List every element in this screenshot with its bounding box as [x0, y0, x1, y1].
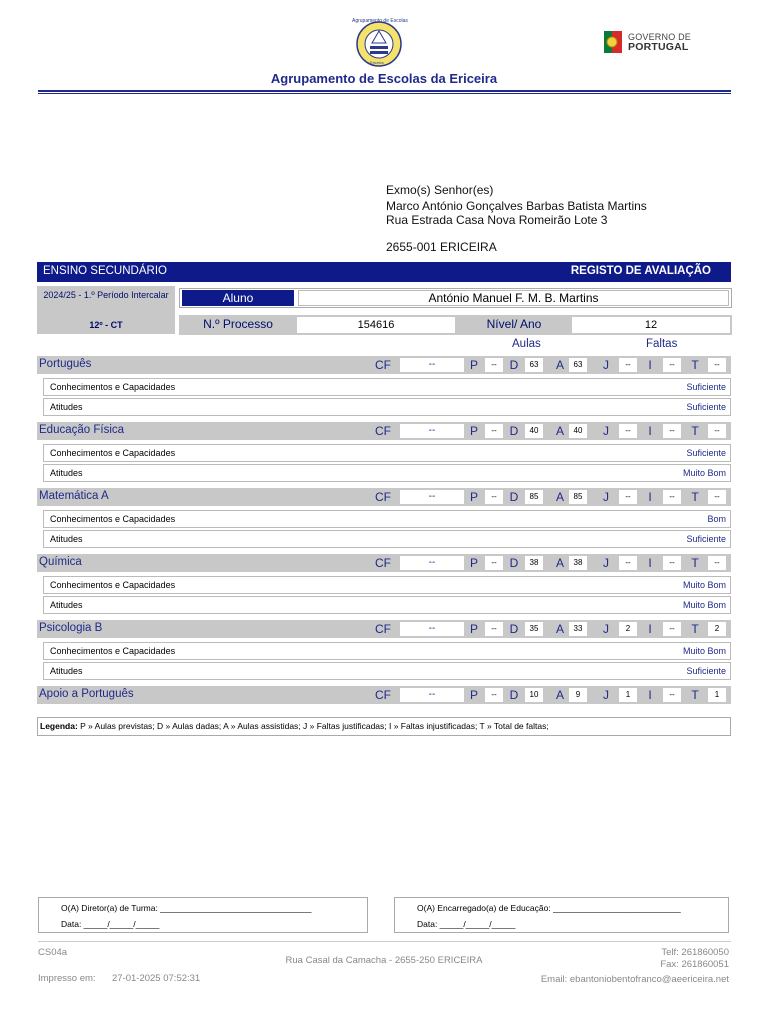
j-value: -- [619, 556, 637, 570]
criterion-grade: Suficiente [686, 448, 726, 458]
t-value: 2 [708, 622, 726, 636]
subject-row [37, 620, 731, 638]
d-value: 35 [525, 622, 543, 636]
subject-row [37, 554, 731, 572]
i-label: I [648, 490, 652, 504]
p-label: P [469, 424, 478, 438]
process-row [179, 315, 732, 335]
logo-caption-small: Ericeira [370, 60, 384, 65]
i-value: -- [663, 424, 681, 438]
i-label: I [648, 688, 652, 702]
j-label: J [603, 490, 609, 504]
guardian-signature-box [394, 897, 729, 933]
banner-right: REGISTO DE AVALIAÇÃO [570, 265, 711, 277]
criterion-row [43, 576, 731, 594]
p-value: -- [485, 622, 503, 636]
t-label: T [691, 424, 699, 438]
t-label: T [691, 688, 699, 702]
t-label: T [691, 556, 699, 570]
criterion-name: Atitudes [50, 402, 83, 412]
footer-rule [38, 941, 731, 942]
t-label: T [691, 490, 699, 504]
criterion-name: Conhecimentos e Capacidades [50, 646, 176, 656]
criterion-row [43, 642, 731, 660]
a-value: 33 [569, 622, 587, 636]
p-value: -- [485, 424, 503, 438]
t-value: -- [708, 490, 726, 504]
subject-row [37, 422, 731, 440]
logo-caption: Agrupamento de Escolas [352, 18, 408, 24]
criterion-grade: Bom [707, 514, 726, 524]
legend-title: Legenda: [40, 721, 78, 731]
process-label: N.º Processo [203, 317, 273, 331]
criterion-name: Atitudes [50, 534, 83, 544]
criterion-name: Conhecimentos e Capacidades [50, 448, 176, 458]
form-code: CS04a [38, 947, 68, 958]
cf-value: -- [400, 358, 464, 372]
criterion-row [43, 444, 731, 462]
criterion-name: Atitudes [50, 468, 83, 478]
legend [37, 717, 731, 736]
subject-row [37, 488, 731, 506]
t-value: 1 [708, 688, 726, 702]
guardian-signature: O(A) Encarregado(a) de Educação: ___________________________ [417, 903, 681, 913]
cf-label: CF [375, 556, 391, 570]
director-signature: O(A) Diretor(a) de Turma: ________________________________ [61, 903, 312, 913]
criterion-grade: Muito Bom [682, 468, 726, 478]
cf-value: -- [400, 688, 464, 702]
gov-line1: GOVERNO DE [628, 32, 692, 42]
j-value: 2 [619, 622, 637, 636]
criterion-name: Conhecimentos e Capacidades [50, 580, 176, 590]
d-label: D [509, 358, 519, 372]
subject-row [37, 686, 731, 704]
school-logo [344, 18, 414, 70]
j-label: J [603, 358, 609, 372]
email: Email: ebantoniobentofranco@aeericeira.net [540, 974, 729, 985]
d-value: 63 [525, 358, 543, 372]
printed-value: 27-01-2025 07:52:31 [112, 973, 201, 984]
a-label: A [555, 688, 564, 702]
d-label: D [509, 424, 519, 438]
cf-label: CF [375, 490, 391, 504]
a-value: 38 [569, 556, 587, 570]
year-class: 12º - CT [89, 320, 123, 330]
a-label: A [555, 358, 564, 372]
a-value: 9 [569, 688, 587, 702]
criterion-grade: Suficiente [686, 666, 726, 676]
subject-name: Apoio a Português [39, 688, 134, 700]
student-row [179, 288, 732, 308]
criterion-name: Conhecimentos e Capacidades [50, 514, 176, 524]
address-salutation: Exmo(s) Senhor(es) [386, 183, 494, 197]
p-label: P [469, 622, 478, 636]
criterion-name: Conhecimentos e Capacidades [50, 382, 176, 392]
criterion-row [43, 398, 731, 416]
government-logo [602, 29, 702, 57]
t-value: -- [708, 424, 726, 438]
t-value: -- [708, 556, 726, 570]
subject-name: Química [39, 556, 82, 568]
criterion-grade: Suficiente [686, 402, 726, 412]
d-value: 85 [525, 490, 543, 504]
criterion-grade: Muito Bom [682, 646, 726, 656]
cf-value: -- [400, 424, 464, 438]
p-label: P [469, 490, 478, 504]
i-label: I [648, 424, 652, 438]
p-label: P [469, 688, 478, 702]
director-signature-box [38, 897, 368, 933]
period-box [37, 286, 175, 334]
fax: Fax: 261860051 [660, 959, 729, 970]
d-label: D [509, 622, 519, 636]
aulas-header: Aulas [512, 338, 541, 350]
i-value: -- [663, 688, 681, 702]
p-value: -- [485, 358, 503, 372]
t-label: T [691, 622, 699, 636]
t-label: T [691, 358, 699, 372]
criterion-row [43, 662, 731, 680]
cf-label: CF [375, 424, 391, 438]
j-value: 1 [619, 688, 637, 702]
a-label: A [555, 490, 564, 504]
student-name: António Manuel F. M. B. Martins [298, 290, 729, 306]
a-value: 63 [569, 358, 587, 372]
d-value: 38 [525, 556, 543, 570]
i-label: I [648, 358, 652, 372]
j-value: -- [619, 358, 637, 372]
criterion-row [43, 530, 731, 548]
a-label: A [555, 556, 564, 570]
j-value: -- [619, 490, 637, 504]
phone: Telf: 261860050 [661, 947, 729, 958]
cf-label: CF [375, 622, 391, 636]
school-address: Rua Casal da Camacha - 2655-250 ERICEIRA [285, 955, 483, 966]
p-value: -- [485, 490, 503, 504]
d-value: 40 [525, 424, 543, 438]
a-value: 85 [569, 490, 587, 504]
criterion-grade: Muito Bom [682, 580, 726, 590]
period-label: 2024/25 - 1.º Período Intercalar [43, 290, 169, 300]
a-label: A [555, 424, 564, 438]
subject-name: Português [39, 358, 92, 370]
t-value: -- [708, 358, 726, 372]
p-value: -- [485, 556, 503, 570]
address-street: Rua Estrada Casa Nova Romeirão Lote 3 [386, 213, 608, 227]
address-name: Marco António Gonçalves Barbas Batista Martins [386, 199, 647, 213]
criterion-grade: Suficiente [686, 382, 726, 392]
gov-line2: PORTUGAL [628, 41, 689, 53]
cf-label: CF [375, 688, 391, 702]
i-value: -- [663, 490, 681, 504]
level-value: 12 [572, 317, 730, 333]
d-label: D [509, 556, 519, 570]
j-label: J [603, 556, 609, 570]
a-label: A [555, 622, 564, 636]
i-value: -- [663, 556, 681, 570]
criterion-name: Atitudes [50, 600, 83, 610]
banner-left: ENSINO SECUNDÁRIO [43, 265, 167, 277]
criterion-name: Atitudes [50, 666, 83, 676]
subject-name: Matemática A [39, 490, 109, 502]
d-label: D [509, 688, 519, 702]
printed-label: Impresso em: [38, 973, 96, 984]
j-label: J [603, 424, 609, 438]
cf-value: -- [400, 622, 464, 636]
p-value: -- [485, 688, 503, 702]
criterion-row [43, 596, 731, 614]
address-postal: 2655-001 ERICEIRA [386, 240, 497, 254]
school-name: Agrupamento de Escolas da Ericeira [270, 71, 498, 86]
i-label: I [648, 622, 652, 636]
criterion-row [43, 378, 731, 396]
i-label: I [648, 556, 652, 570]
p-label: P [469, 358, 478, 372]
j-value: -- [619, 424, 637, 438]
guardian-date: Data: _____/_____/_____ [417, 919, 516, 929]
legend-text: P » Aulas previstas; D » Aulas dadas; A » Aulas assistidas; J » Faltas justificadas; I » Faltas injustificadas; T » Total de faltas; [80, 721, 549, 731]
header-rule-thin [38, 93, 731, 94]
section-banner [37, 262, 731, 282]
j-label: J [603, 688, 609, 702]
cf-value: -- [400, 490, 464, 504]
i-value: -- [663, 358, 681, 372]
level-label: Nível/ Ano [486, 317, 542, 331]
a-value: 40 [569, 424, 587, 438]
director-date: Data: _____/_____/_____ [61, 919, 160, 929]
j-label: J [603, 622, 609, 636]
d-value: 10 [525, 688, 543, 702]
p-label: P [469, 556, 478, 570]
d-label: D [509, 490, 519, 504]
process-value: 154616 [297, 317, 455, 333]
criterion-grade: Muito Bom [682, 600, 726, 610]
criterion-row [43, 464, 731, 482]
criterion-grade: Suficiente [686, 534, 726, 544]
header-rule [38, 90, 731, 92]
i-value: -- [663, 622, 681, 636]
cf-value: -- [400, 556, 464, 570]
cf-label: CF [375, 358, 391, 372]
criterion-row [43, 510, 731, 528]
subject-name: Psicologia B [39, 622, 103, 634]
subject-row [37, 356, 731, 374]
faltas-header: Faltas [646, 338, 678, 350]
student-label: Aluno [182, 290, 294, 306]
subject-name: Educação Física [39, 424, 125, 436]
